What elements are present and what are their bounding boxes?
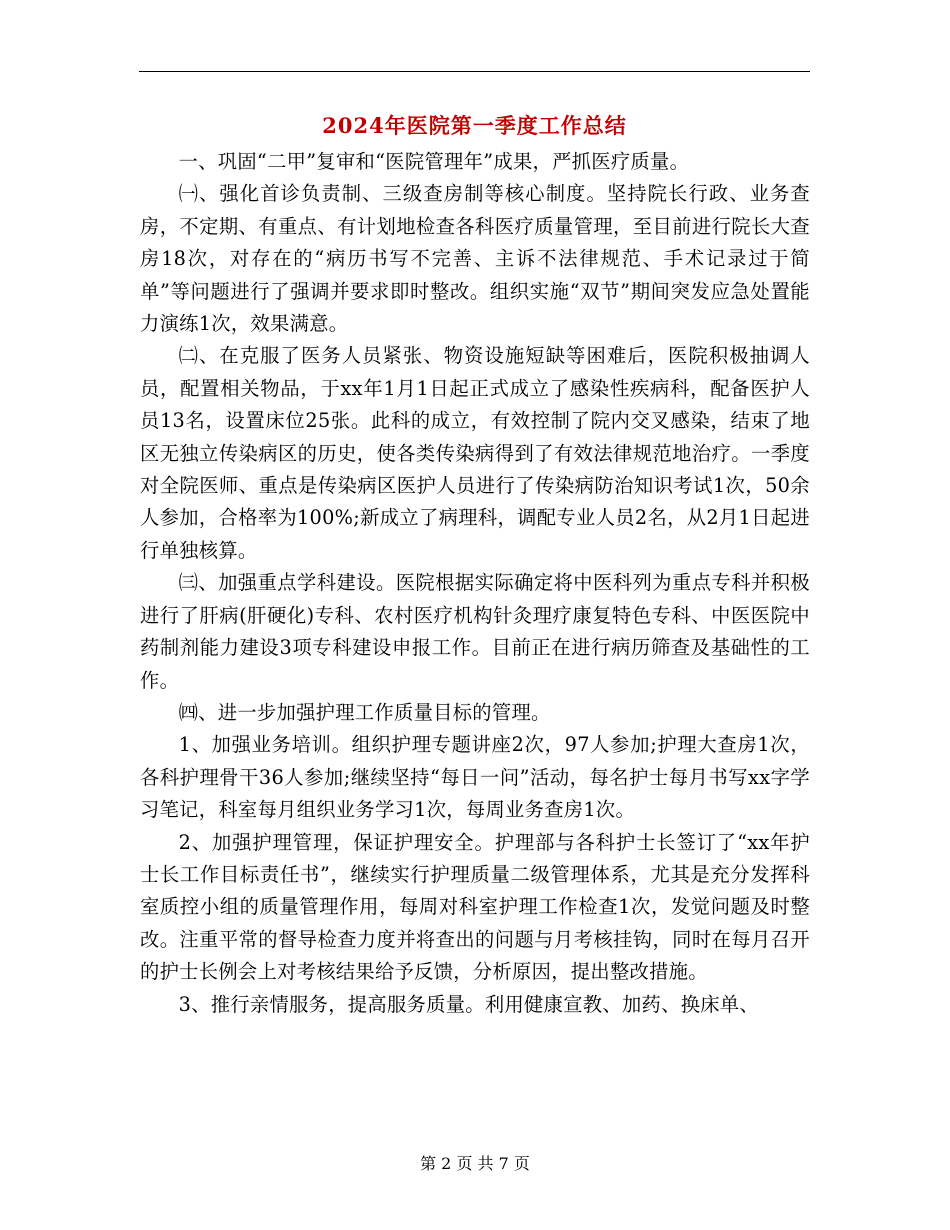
paragraph-subitem-3: 3、推行亲情服务，提高服务质量。利用健康宣教、加药、换床单、	[178, 992, 760, 1016]
paragraph-item-3: ㈢、加强重点学科建设。医院根据实际确定将中医科列为重点专科并积极进行了肝病(肝硬化)专科、农村医疗机构针灸理疗康复特色专科、中医医院中药制剂能力建设3项专科建设申报工作。目前正在进行病历筛查及基础性的工作。	[140, 571, 810, 692]
paragraph-item-2: ㈡、在克服了医务人员紧张、物资设施短缺等困难后，医院积极抽调人员，配置相关物品，于xx年1月1日起正式成立了感染性疾病科，配备医护人员13名，设置床位25张。此科的成立，有效控制了院内交叉感染，结束了地区无独立传染病区的历史，使各类传染病得到了有效法律规范地治疗。一季度对全院医师、重点是传染病区医护人员进行了传染病防治知识考试1次，50余人参加，合格率为100%;新成立了病理科，调配专业人员2名，从2月1日起进行单独核算。	[140, 344, 810, 562]
section-heading-1: 一、巩固“二甲”复审和“医院管理年”成果，严抓医疗质量。	[178, 150, 690, 173]
document-title: 2024年医院第一季度工作总结	[322, 113, 627, 138]
paragraph-item-1: ㈠、强化首诊负责制、三级查房制等核心制度。坚持院长行政、业务查房，不定期、有重点、有计划地检查各科医疗质量管理，至目前进行院长大查房18次，对存在的“病历书写不完善、主诉不法律规范、手术记录过于简单”等问题进行了强调并要求即时整改。组织实施“双节”期间突发应急处置能力演练1次，效果满意。	[140, 182, 810, 336]
paragraph-item-4: ㈣、进一步加强护理工作质量目标的管理。	[178, 700, 551, 724]
paragraph-subitem-2: 2、加强护理管理，保证护理安全。护理部与各科护士长签订了“xx年护士长工作目标责任书”，继续实行护理质量二级管理体系，尤其是充分发挥科室质控小组的质量管理作用，每周对科室护理工作检查1次，发觉问题及时整改。注重平常的督导检查力度并将查出的问题与月考核挂钩，同时在每月召开的护士长例会上对考核结果给予反馈，分析原因，提出整改措施。	[140, 830, 810, 984]
document-body	[140, 146, 810, 1021]
header-rule	[139, 71, 810, 72]
paragraph-subitem-1: 1、加强业务培训。组织护理专题讲座2次，97人参加;护理大查房1次，各科护理骨干36人参加;继续坚持“每日一问”活动，每名护士每月书写xx字学习笔记，科室每月组织业务学习1次，每周业务查房1次。	[140, 733, 810, 822]
page-footer: 第 2 页 共 7 页	[420, 1154, 530, 1173]
